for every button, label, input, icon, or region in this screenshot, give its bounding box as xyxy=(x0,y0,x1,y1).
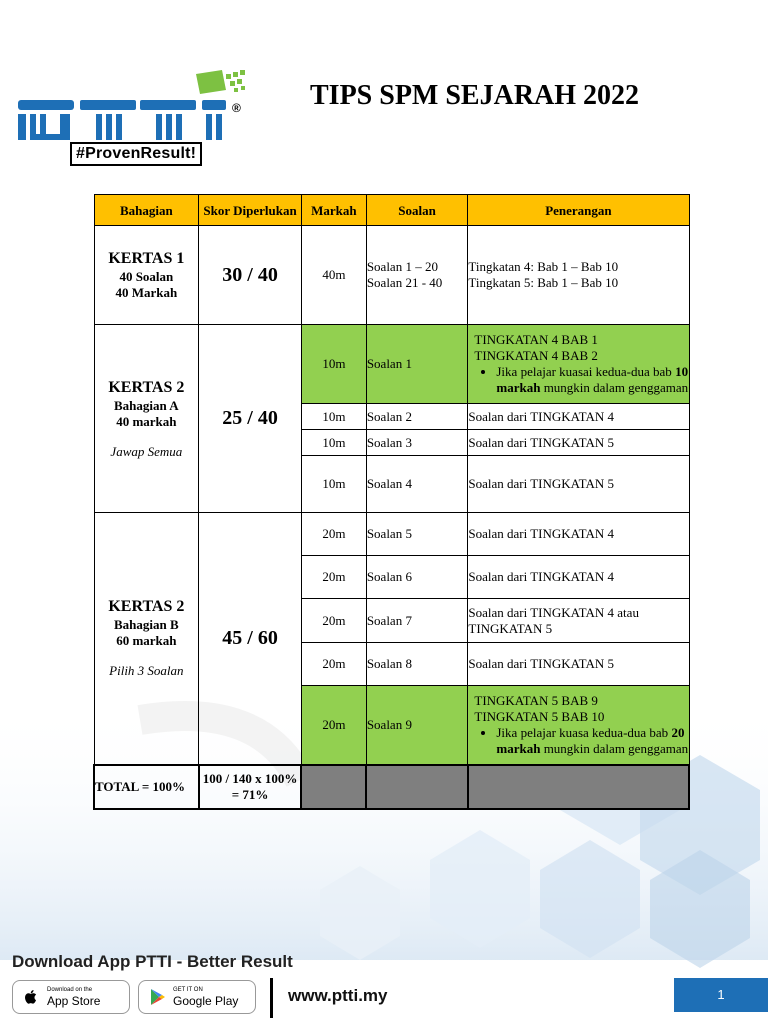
app-store-badge[interactable] xyxy=(12,980,130,1014)
header-markah: Markah xyxy=(301,195,366,226)
kertas2a-sub2: 40 markah xyxy=(116,413,177,429)
soalan8-label: Soalan 8 xyxy=(366,643,468,686)
total-empty-2 xyxy=(366,765,468,809)
soalan2-penerangan: Soalan dari TINGKATAN 4 xyxy=(468,404,689,430)
soalan6-penerangan: Soalan dari TINGKATAN 4 xyxy=(468,556,689,599)
google-play-small-text: GET IT ON xyxy=(173,986,203,993)
soalan7-markah: 20m xyxy=(301,599,366,643)
soalan4-markah: 10m xyxy=(301,456,366,513)
table-row xyxy=(94,513,689,556)
google-play-big-text: Google Play xyxy=(173,993,239,1008)
soalan9-pen-line1: TINGKATAN 5 BAB 9 xyxy=(474,692,598,708)
kertas1-soalan xyxy=(366,226,468,325)
kertas2a-cell xyxy=(94,325,199,513)
kertas2b-name: KERTAS 2 xyxy=(108,598,185,616)
kertas2a-score: 25 / 40 xyxy=(199,325,302,513)
kertas1-sub2: 40 Markah xyxy=(115,285,178,300)
hashtag-label: #ProvenResult! xyxy=(70,142,202,166)
soalan3-markah: 10m xyxy=(301,430,366,456)
kertas1-markah: 40m xyxy=(301,226,366,325)
kertas2a-name: KERTAS 2 xyxy=(108,378,185,396)
soalan9-pen-line2: TINGKATAN 5 BAB 10 xyxy=(474,708,605,724)
total-value: 100 / 140 x 100% = 71% xyxy=(199,765,302,809)
ptti-logo-mark xyxy=(16,66,246,140)
total-label: TOTAL = 100% xyxy=(94,765,199,809)
header-soalan: Soalan xyxy=(366,195,468,226)
header-bahagian: Bahagian xyxy=(94,195,199,226)
kertas2a-note: Jawap Semua xyxy=(110,443,183,459)
total-empty-1 xyxy=(301,765,366,809)
kertas2b-score: 45 / 60 xyxy=(199,513,302,765)
kertas1-pen-2: Tingkatan 5: Bab 1 – Bab 10 xyxy=(468,275,619,290)
google-play-badge[interactable] xyxy=(138,980,256,1014)
soalan9-bullet-list xyxy=(474,725,688,757)
soalan1-pen-line1: TINGKATAN 4 BAB 1 xyxy=(474,332,598,347)
total-row xyxy=(94,765,689,809)
soalan3-penerangan: Soalan dari TINGKATAN 5 xyxy=(468,430,689,456)
kertas2b-note: Pilih 3 Soalan xyxy=(109,663,184,679)
soalan1-pen-line2: TINGKATAN 4 BAB 2 xyxy=(474,348,598,363)
footer-divider xyxy=(270,978,273,1018)
soalan5-label: Soalan 5 xyxy=(366,513,468,556)
app-store-small-text: Download on the xyxy=(47,986,93,993)
kertas2b-sub1: Bahagian B xyxy=(114,617,179,633)
kertas1-name: KERTAS 1 xyxy=(108,250,185,267)
soalan1-bullet-list xyxy=(474,364,688,396)
page-title: TIPS SPM SEJARAH 2022 xyxy=(310,80,640,111)
soalan4-label: Soalan 4 xyxy=(366,456,468,513)
soalan7-penerangan: Soalan dari TINGKATAN 4 atau TINGKATAN 5 xyxy=(468,599,689,643)
apple-icon xyxy=(21,987,41,1007)
kertas2b-cell xyxy=(94,513,199,765)
soalan3-label: Soalan 3 xyxy=(366,430,468,456)
kertas2a-sub1: Bahagian A xyxy=(114,397,179,413)
kertas1-soalan-1: Soalan 1 – 20 xyxy=(366,259,438,274)
header-skor: Skor Diperlukan xyxy=(199,195,302,226)
header-penerangan: Penerangan xyxy=(468,195,689,226)
kertas1-score: 30 / 40 xyxy=(199,226,302,325)
soalan2-markah: 10m xyxy=(301,404,366,430)
soalan6-markah: 20m xyxy=(301,556,366,599)
soalan1-bullet: • Jika pelajar kuasai kedua-dua bab 10 markah mungkin dalam genggaman xyxy=(496,364,688,396)
soalan1-penerangan xyxy=(468,325,689,404)
kertas1-penerangan xyxy=(468,226,689,325)
kertas1-sub1: 40 Soalan xyxy=(119,269,174,284)
soalan7-label: Soalan 7 xyxy=(366,599,468,643)
soalan9-penerangan xyxy=(468,686,689,765)
page-number: 1 xyxy=(674,978,768,1012)
total-empty-3 xyxy=(468,765,689,809)
soalan5-markah: 20m xyxy=(301,513,366,556)
soalan9-markah: 20m xyxy=(301,686,366,765)
kertas1-pen-1: Tingkatan 4: Bab 1 – Bab 10 xyxy=(468,259,619,274)
soalan9-bullet: • Jika pelajar kuasa kedua-dua bab 20 markah mungkin dalam genggaman xyxy=(496,725,688,757)
soalan2-label: Soalan 2 xyxy=(366,404,468,430)
table-row xyxy=(94,325,689,404)
soalan5-penerangan: Soalan dari TINGKATAN 4 xyxy=(468,513,689,556)
registered-mark: ® xyxy=(232,101,241,115)
soalan4-penerangan: Soalan dari TINGKATAN 5 xyxy=(468,456,689,513)
website-link[interactable]: www.ptti.my xyxy=(288,986,388,1005)
footer-download-title: Download App PTTI - Better Result xyxy=(12,952,293,971)
soalan1-label: Soalan 1 xyxy=(366,325,468,404)
table-header-row xyxy=(94,195,689,226)
app-store-big-text: App Store xyxy=(47,993,101,1008)
soalan6-label: Soalan 6 xyxy=(366,556,468,599)
kertas1-cell xyxy=(94,226,199,325)
soalan8-markah: 20m xyxy=(301,643,366,686)
soalan1-markah: 10m xyxy=(301,325,366,404)
soalan9-label: Soalan 9 xyxy=(366,686,468,765)
soalan8-penerangan: Soalan dari TINGKATAN 5 xyxy=(468,643,689,686)
kertas2b-sub2: 60 markah xyxy=(116,633,177,649)
google-play-icon xyxy=(147,987,167,1007)
table-row xyxy=(94,226,689,325)
exam-tips-table xyxy=(93,194,690,810)
kertas1-soalan-2: Soalan 21 - 40 xyxy=(366,275,443,290)
